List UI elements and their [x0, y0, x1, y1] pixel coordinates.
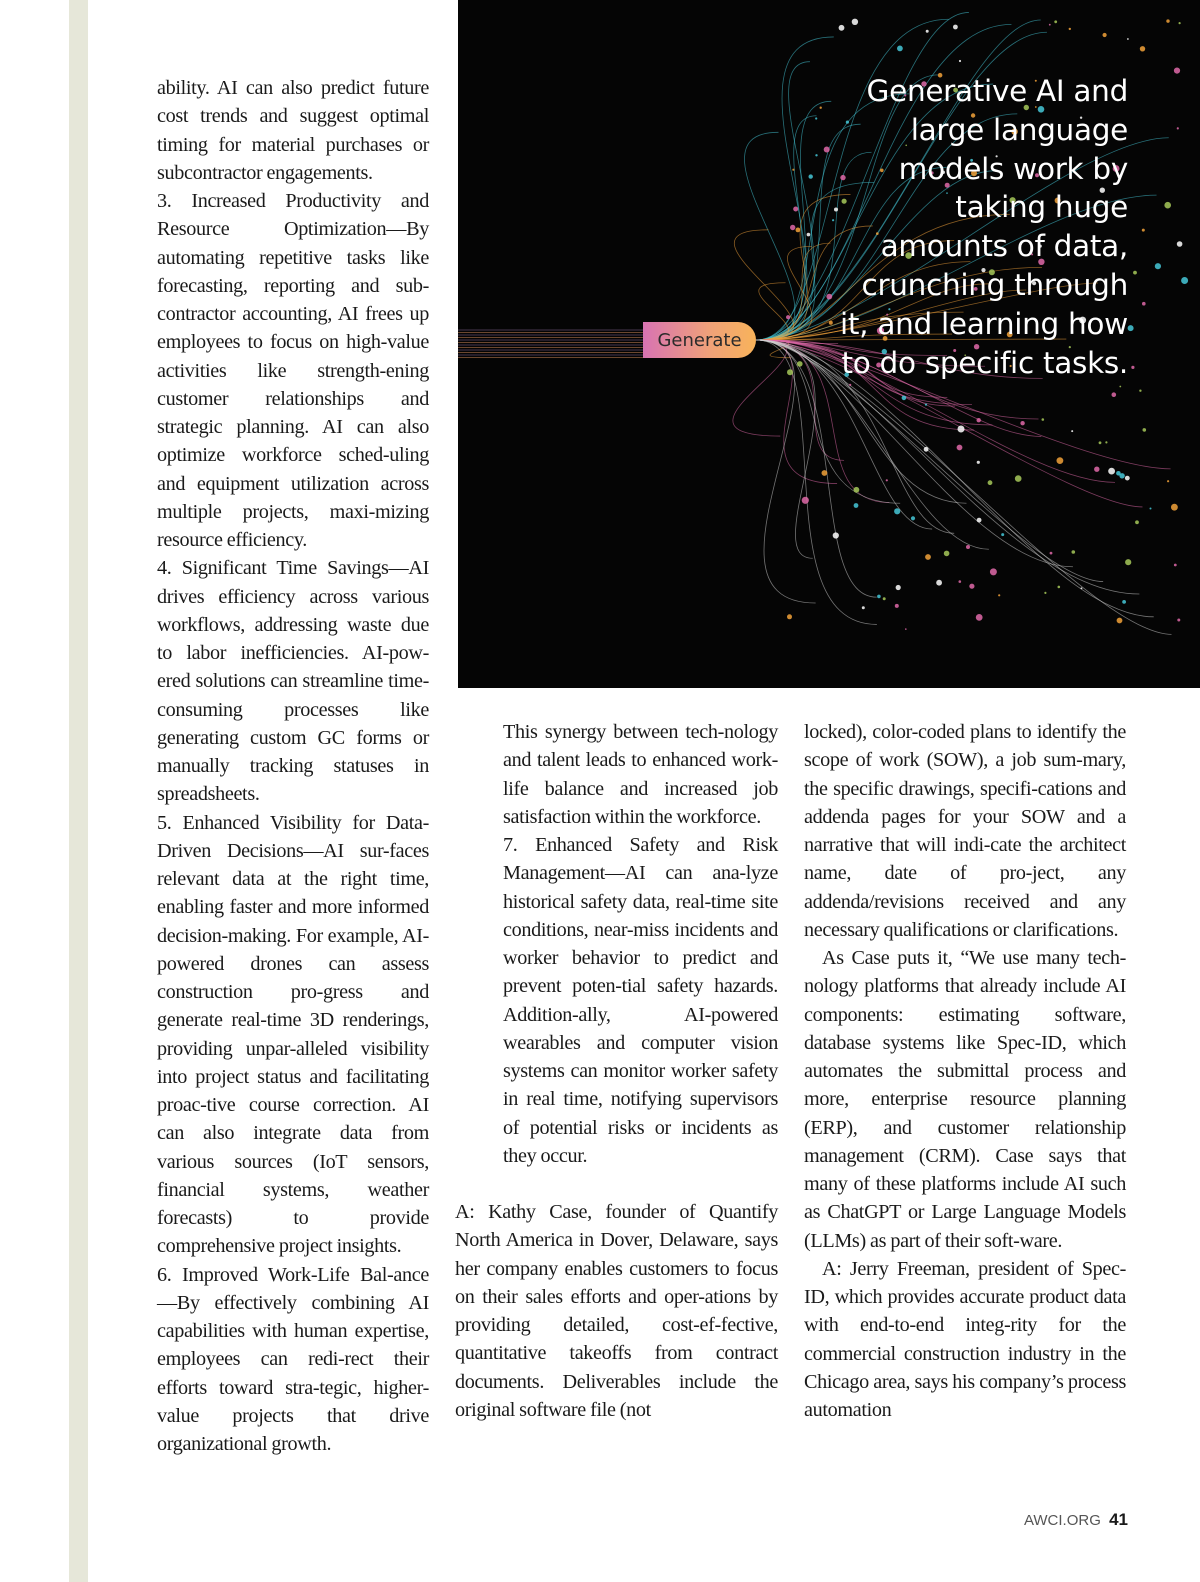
- data-dot: [787, 369, 793, 375]
- data-dot: [1094, 467, 1099, 472]
- data-dot: [1044, 592, 1046, 594]
- data-dot: [1108, 468, 1115, 475]
- data-dot: [1069, 28, 1071, 30]
- data-dot: [815, 154, 817, 156]
- data-dot: [1001, 533, 1004, 536]
- data-dot: [849, 384, 851, 386]
- data-dot: [1164, 202, 1171, 209]
- col2-item-7: 7. Enhanced Safety and Risk Management—AI can ana-lyze historical safety data, real-time site conditions, near-miss incidents and worker behavior to predict and prevent poten-tial safety hazards. Addition-ally, AI-powered wearables and computer vision systems can monitor worker safety in real time, notifying supervisors of potential risks or incidents as they occur.: [503, 834, 778, 1167]
- col3-answer-jerry-freeman: A: Jerry Freeman, president of Spec-ID, which provides accurate product data with end-to-end integ-rity for the commercial construction industry in the Chicago area, says his company’s process automation: [804, 1257, 1126, 1421]
- data-dot: [959, 60, 961, 62]
- data-dot: [988, 480, 993, 485]
- data-dot: [959, 580, 962, 583]
- data-dot: [877, 595, 881, 599]
- col3-para-case-quote: As Case puts it, “We use many tech-nology platforms that already include AI components: estimating software, database systems like Spec-ID, which automates the submittal process and more, enterprise resource planning (ERP), and customer relationship management (CRM). Case says that many of these platforms include AI such as ChatGPT or Large Language Models (LLMs) as part of their soft-ware.: [804, 947, 1126, 1252]
- data-dot: [1139, 390, 1141, 392]
- col1-item-3: 3. Increased Productivity and Resource Optimization—By automating repetitive tasks like forecasting, reporting and sub-contractor accounting, AI frees up employees to focus on high-value activities like strength-ening customer relationships and strategic planning. AI can also optimize workforce sched-uling and equipment utilization across multiple projects, maxi-mizing resource efficiency.: [157, 190, 429, 551]
- data-dot: [925, 554, 931, 560]
- data-dot: [790, 225, 795, 230]
- page-spine-band: [69, 0, 88, 1582]
- generative-ai-illustration: [458, 0, 1200, 688]
- col2-continued-para: This synergy between tech-nology and talent leads to enhanced work-life balance and increased job satisfaction within the workforce.: [503, 721, 778, 828]
- col2-answer-kathy-case: A: Kathy Case, founder of Quantify North America in Dover, Delaware, says her company enables customers to focus on their sales efforts and oper-ations by providing detailed, cost-ef-fective, quantitative takeoffs from contract documents. Deliverables include the original software file (not: [455, 1201, 778, 1421]
- data-dot: [852, 19, 858, 25]
- data-dot: [990, 568, 997, 575]
- data-dot: [886, 479, 888, 481]
- data-dot: [792, 169, 794, 171]
- data-dot: [833, 532, 839, 538]
- data-dot: [1112, 392, 1117, 397]
- data-dot: [1050, 552, 1053, 555]
- data-dot: [1049, 24, 1051, 26]
- data-dot: [797, 361, 803, 367]
- data-dot: [944, 551, 950, 557]
- data-dot: [966, 545, 970, 549]
- data-dot: [1020, 421, 1024, 425]
- data-dot: [969, 584, 974, 589]
- data-dot: [1072, 550, 1076, 554]
- page-number: 41: [1109, 1510, 1128, 1529]
- data-dot: [957, 445, 963, 451]
- data-dot: [807, 233, 811, 237]
- data-dot: [1128, 325, 1134, 331]
- col1-item-5: 5. Enhanced Visibility for Data-Driven Decisions—AI sur-faces relevant data at the right time, enabling faster and more informed decision-making. For example, AI-powered drones can assess construction pro-gress and generate real-time 3D renderings, providing unpar-alleled visibility into project status and facilitating proac-tive course correction. AI can also integrate data from various sources (IoT sensors, financial systems, weather forecasts) to provide comprehensive project insights.: [157, 811, 429, 1258]
- data-dot: [1042, 418, 1045, 421]
- data-dot: [1125, 476, 1130, 481]
- data-dot: [822, 470, 828, 476]
- data-dot: [1171, 504, 1178, 511]
- data-dot: [1177, 127, 1179, 129]
- data-dot: [977, 461, 980, 464]
- data-dot: [1127, 38, 1129, 40]
- data-dot: [1117, 618, 1123, 624]
- data-dot: [854, 503, 859, 508]
- data-dot: [977, 518, 982, 523]
- data-dot: [883, 597, 886, 600]
- data-dot: [1140, 46, 1145, 51]
- data-dot: [786, 315, 790, 319]
- data-dot: [793, 207, 798, 212]
- data-dot: [1142, 229, 1145, 232]
- data-dot: [925, 404, 927, 406]
- data-dot: [815, 117, 817, 119]
- data-dot: [1167, 480, 1169, 482]
- data-dot: [1166, 19, 1169, 22]
- generate-button-graphic: Generate: [643, 322, 756, 358]
- data-dot: [862, 606, 865, 609]
- data-dot: [1177, 241, 1183, 247]
- data-dot: [1143, 428, 1147, 432]
- output-stream-curve: [745, 132, 795, 340]
- column-3: [804, 718, 1126, 1424]
- data-dot: [1174, 68, 1180, 74]
- data-dot: [1174, 564, 1177, 567]
- data-dot: [977, 418, 981, 422]
- data-dot: [895, 604, 899, 608]
- col1-item-6: 6. Improved Work-Life Bal-ance—By effectively combining AI capabilities with human expertise, employees can redi-rect their efforts toward stra-tegic, higher-value projects that drive organizational growth.: [157, 1263, 429, 1455]
- data-dot: [1142, 302, 1146, 306]
- data-dot: [1081, 587, 1083, 589]
- data-dot: [1119, 386, 1121, 388]
- data-dot: [1179, 22, 1181, 24]
- data-dot: [976, 614, 983, 621]
- data-dot: [1105, 441, 1107, 443]
- data-dot: [1071, 430, 1073, 432]
- illustration-caption: Generative AI and large language models work by taking huge amounts of data, crunching through it, and learning how to do specific tasks.: [840, 74, 1128, 380]
- data-dot: [953, 25, 958, 30]
- column-2: [455, 718, 778, 1424]
- footer-site: AWCI.ORG: [1023, 1512, 1101, 1529]
- data-dot: [796, 228, 801, 233]
- data-dot: [1131, 366, 1134, 369]
- data-dot: [1150, 508, 1152, 510]
- data-dot: [958, 426, 965, 433]
- data-dot: [911, 516, 915, 520]
- data-dot: [896, 585, 901, 590]
- data-dot: [902, 396, 907, 401]
- data-dot: [1054, 20, 1057, 23]
- data-dot: [1155, 263, 1161, 269]
- data-dot: [839, 25, 845, 31]
- data-dot: [1099, 441, 1102, 444]
- page-footer: [1024, 1510, 1128, 1530]
- data-dot: [809, 174, 813, 178]
- data-dot: [1177, 619, 1180, 622]
- data-dot: [787, 614, 792, 619]
- data-dot: [998, 594, 1000, 596]
- col1-para-1: ability. AI can also predict future cost trends and suggest optimal timing for material purchases or subcontractor engagements.: [157, 77, 429, 184]
- data-dot: [897, 46, 903, 52]
- data-dot: [1103, 33, 1107, 37]
- column-1: [157, 74, 429, 1458]
- data-dot: [926, 30, 929, 33]
- output-stream-curve: [756, 340, 877, 624]
- data-dot: [1181, 277, 1188, 284]
- data-dot: [894, 508, 900, 514]
- data-dot: [1133, 271, 1137, 275]
- data-dot: [1057, 457, 1064, 464]
- data-dot: [1135, 520, 1139, 524]
- data-dot: [820, 107, 822, 109]
- data-dot: [1125, 559, 1131, 565]
- data-dot: [802, 497, 809, 504]
- data-dot: [854, 487, 860, 493]
- output-stream-curve: [756, 340, 815, 558]
- data-dot: [1015, 475, 1022, 482]
- data-dot: [1119, 473, 1124, 478]
- data-dot: [936, 580, 942, 586]
- col3-para-1: locked), color-coded plans to identify the scope of work (SOW), a job sum-mary, the specific drawings, specifi-cations and addenda pages for your SOW and a narrative that will indi-cate the architect name, date of pro-ject, any addenda/revisions received and any necessary qualifications or clarifications.: [804, 721, 1126, 941]
- col1-item-4: 4. Significant Time Savings—AI drives efficiency across various workflows, addressing waste due to labor inefficiencies. AI-pow-ered solutions can streamline time-consuming processes like generating custom GC forms or manually tracking statuses in spreadsheets.: [157, 557, 429, 806]
- data-dot: [905, 628, 907, 630]
- data-dot: [924, 447, 929, 452]
- data-dot: [1122, 600, 1126, 604]
- data-dot: [1058, 586, 1061, 589]
